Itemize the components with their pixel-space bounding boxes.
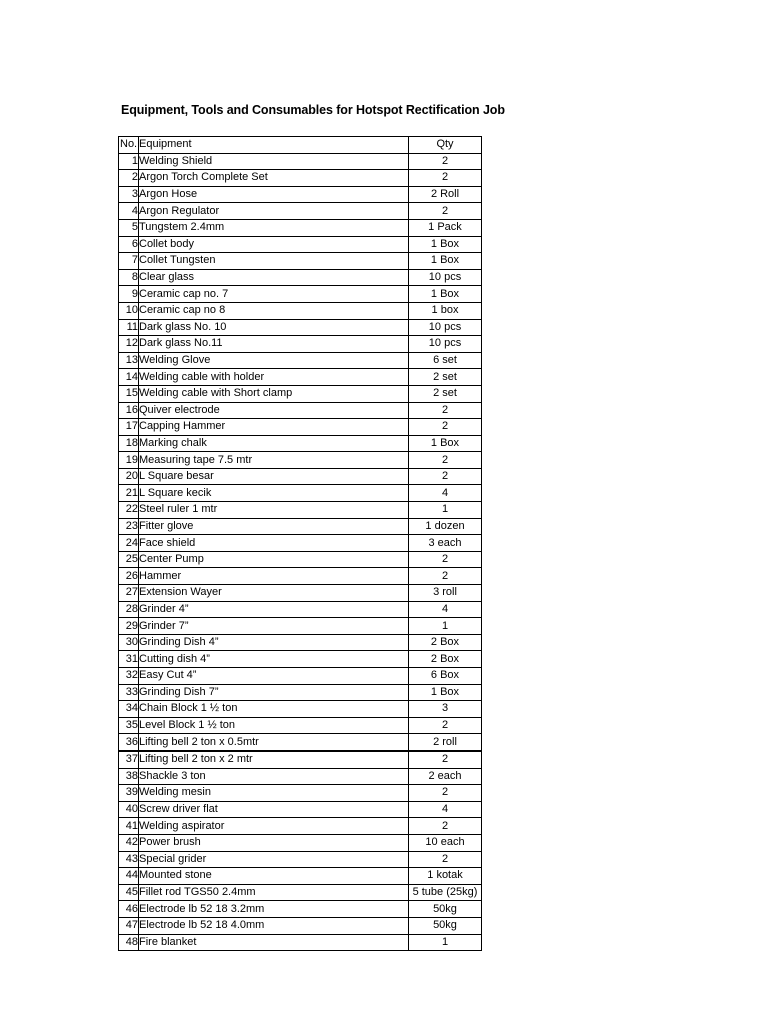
- table-row: [119, 551, 482, 568]
- cell-equipment: Special grider: [139, 851, 409, 868]
- cell-no: 30: [119, 634, 139, 651]
- equipment-table: [118, 136, 482, 951]
- table-row: [119, 818, 482, 835]
- cell-no: 27: [119, 585, 139, 602]
- cell-qty: 2: [409, 717, 482, 734]
- cell-qty: 2: [409, 452, 482, 469]
- cell-qty: 2 Box: [409, 651, 482, 668]
- table-row: [119, 468, 482, 485]
- cell-no: 10: [119, 302, 139, 319]
- cell-equipment: Power brush: [139, 834, 409, 851]
- cell-no: 17: [119, 419, 139, 436]
- cell-equipment: Argon Torch Complete Set: [139, 170, 409, 187]
- cell-no: 37: [119, 751, 139, 768]
- cell-qty: 2: [409, 203, 482, 220]
- cell-no: 9: [119, 286, 139, 303]
- table-row: [119, 768, 482, 785]
- header-qty: Qty: [409, 137, 482, 154]
- cell-no: 33: [119, 684, 139, 701]
- table-row: [119, 302, 482, 319]
- cell-qty: 6 set: [409, 352, 482, 369]
- table-row: [119, 186, 482, 203]
- cell-equipment: Electrode lb 52 18 4.0mm: [139, 917, 409, 934]
- table-row: [119, 651, 482, 668]
- cell-equipment: Welding Shield: [139, 153, 409, 170]
- cell-no: 16: [119, 402, 139, 419]
- cell-no: 29: [119, 618, 139, 635]
- cell-equipment: Hammer: [139, 568, 409, 585]
- cell-qty: 50kg: [409, 917, 482, 934]
- cell-qty: 2: [409, 153, 482, 170]
- cell-equipment: Screw driver flat: [139, 801, 409, 818]
- table-row: [119, 369, 482, 386]
- cell-no: 42: [119, 834, 139, 851]
- page-title: Equipment, Tools and Consumables for Hotspot Rectification Job: [121, 103, 505, 117]
- cell-no: 21: [119, 485, 139, 502]
- table-row: [119, 435, 482, 452]
- cell-no: 8: [119, 269, 139, 286]
- cell-no: 22: [119, 502, 139, 519]
- cell-equipment: Fitter glove: [139, 518, 409, 535]
- table-row: [119, 884, 482, 901]
- cell-qty: 10 pcs: [409, 319, 482, 336]
- table-row: [119, 868, 482, 885]
- cell-equipment: Welding cable with Short clamp: [139, 385, 409, 402]
- cell-equipment: Capping Hammer: [139, 419, 409, 436]
- cell-qty: 1 box: [409, 302, 482, 319]
- cell-equipment: Collet Tungsten: [139, 253, 409, 270]
- cell-no: 26: [119, 568, 139, 585]
- cell-qty: 1 Box: [409, 286, 482, 303]
- cell-equipment: Clear glass: [139, 269, 409, 286]
- cell-qty: 4: [409, 601, 482, 618]
- table-row: [119, 901, 482, 918]
- table-row: [119, 170, 482, 187]
- cell-qty: 2 Box: [409, 634, 482, 651]
- table-row: [119, 834, 482, 851]
- table-row: [119, 751, 482, 768]
- cell-no: 34: [119, 701, 139, 718]
- table-row: [119, 535, 482, 552]
- cell-equipment: Welding cable with holder: [139, 369, 409, 386]
- table-row: [119, 717, 482, 734]
- cell-equipment: Welding aspirator: [139, 818, 409, 835]
- cell-no: 15: [119, 385, 139, 402]
- cell-qty: 3 roll: [409, 585, 482, 602]
- cell-equipment: Measuring tape 7.5 mtr: [139, 452, 409, 469]
- cell-no: 36: [119, 734, 139, 751]
- cell-equipment: Argon Hose: [139, 186, 409, 203]
- table-row: [119, 618, 482, 635]
- cell-no: 2: [119, 170, 139, 187]
- cell-qty: 2: [409, 568, 482, 585]
- cell-equipment: Grinder 4”: [139, 601, 409, 618]
- cell-qty: 2: [409, 402, 482, 419]
- cell-no: 45: [119, 884, 139, 901]
- cell-no: 3: [119, 186, 139, 203]
- table-row: [119, 385, 482, 402]
- cell-qty: 6 Box: [409, 668, 482, 685]
- table-row: [119, 851, 482, 868]
- header-no: No.: [119, 137, 139, 154]
- table-row: [119, 419, 482, 436]
- cell-no: 48: [119, 934, 139, 951]
- table-row: [119, 684, 482, 701]
- cell-qty: 3: [409, 701, 482, 718]
- cell-qty: 4: [409, 485, 482, 502]
- cell-qty: 2 set: [409, 385, 482, 402]
- cell-qty: 1 kotak: [409, 868, 482, 885]
- table-row: [119, 402, 482, 419]
- cell-no: 44: [119, 868, 139, 885]
- table-row: [119, 518, 482, 535]
- table-row: [119, 319, 482, 336]
- cell-no: 13: [119, 352, 139, 369]
- table-row: [119, 634, 482, 651]
- table-row: [119, 734, 482, 751]
- cell-no: 25: [119, 551, 139, 568]
- cell-equipment: L Square kecik: [139, 485, 409, 502]
- table-row: [119, 286, 482, 303]
- cell-equipment: Easy Cut 4”: [139, 668, 409, 685]
- cell-qty: 2: [409, 419, 482, 436]
- cell-no: 46: [119, 901, 139, 918]
- cell-no: 12: [119, 336, 139, 353]
- cell-qty: 3 each: [409, 535, 482, 552]
- cell-no: 14: [119, 369, 139, 386]
- cell-equipment: Extension Wayer: [139, 585, 409, 602]
- cell-qty: 1 dozen: [409, 518, 482, 535]
- cell-no: 4: [119, 203, 139, 220]
- cell-qty: 4: [409, 801, 482, 818]
- cell-equipment: Face shield: [139, 535, 409, 552]
- table-row: [119, 801, 482, 818]
- cell-no: 18: [119, 435, 139, 452]
- cell-equipment: Fillet rod TGS50 2.4mm: [139, 884, 409, 901]
- cell-no: 31: [119, 651, 139, 668]
- cell-qty: 1 Box: [409, 435, 482, 452]
- table-row: [119, 153, 482, 170]
- cell-equipment: Electrode lb 52 18 3.2mm: [139, 901, 409, 918]
- cell-equipment: Ceramic cap no 8: [139, 302, 409, 319]
- cell-no: 1: [119, 153, 139, 170]
- cell-qty: 1 Box: [409, 253, 482, 270]
- cell-equipment: Tungstem 2.4mm: [139, 219, 409, 236]
- cell-equipment: Mounted stone: [139, 868, 409, 885]
- table-row: [119, 219, 482, 236]
- table-row: [119, 785, 482, 802]
- cell-qty: 2: [409, 551, 482, 568]
- cell-equipment: Center Pump: [139, 551, 409, 568]
- cell-qty: 2: [409, 851, 482, 868]
- cell-qty: 10 pcs: [409, 269, 482, 286]
- cell-qty: 1: [409, 502, 482, 519]
- cell-equipment: Argon Regulator: [139, 203, 409, 220]
- cell-qty: 1: [409, 618, 482, 635]
- cell-equipment: Lifting bell 2 ton x 2 mtr: [139, 751, 409, 768]
- table-row: [119, 917, 482, 934]
- table-row: [119, 701, 482, 718]
- cell-equipment: Marking chalk: [139, 435, 409, 452]
- cell-equipment: Dark glass No. 10: [139, 319, 409, 336]
- cell-no: 11: [119, 319, 139, 336]
- cell-equipment: L Square besar: [139, 468, 409, 485]
- cell-no: 7: [119, 253, 139, 270]
- cell-qty: 2: [409, 785, 482, 802]
- table-row: [119, 934, 482, 951]
- table-row: [119, 485, 482, 502]
- cell-no: 43: [119, 851, 139, 868]
- cell-equipment: Grinding Dish 4”: [139, 634, 409, 651]
- cell-no: 6: [119, 236, 139, 253]
- cell-no: 20: [119, 468, 139, 485]
- table-row: [119, 203, 482, 220]
- cell-equipment: Grinder 7”: [139, 618, 409, 635]
- cell-equipment: Welding mesin: [139, 785, 409, 802]
- table-row: [119, 253, 482, 270]
- cell-qty: 2 each: [409, 768, 482, 785]
- cell-qty: 2 set: [409, 369, 482, 386]
- cell-qty: 2: [409, 170, 482, 187]
- cell-equipment: Dark glass No.11: [139, 336, 409, 353]
- cell-no: 38: [119, 768, 139, 785]
- table-row: [119, 585, 482, 602]
- cell-qty: 1 Box: [409, 684, 482, 701]
- cell-no: 19: [119, 452, 139, 469]
- cell-no: 32: [119, 668, 139, 685]
- cell-no: 39: [119, 785, 139, 802]
- equipment-table-body: [119, 137, 482, 951]
- cell-qty: 2 roll: [409, 734, 482, 751]
- table-row: [119, 352, 482, 369]
- cell-no: 40: [119, 801, 139, 818]
- cell-equipment: Chain Block 1 ½ ton: [139, 701, 409, 718]
- cell-no: 5: [119, 219, 139, 236]
- table-row: [119, 601, 482, 618]
- cell-qty: 2: [409, 818, 482, 835]
- cell-equipment: Collet body: [139, 236, 409, 253]
- cell-no: 41: [119, 818, 139, 835]
- cell-qty: 10 each: [409, 834, 482, 851]
- cell-equipment: Welding Glove: [139, 352, 409, 369]
- cell-qty: 2: [409, 751, 482, 768]
- cell-equipment: Grinding Dish 7”: [139, 684, 409, 701]
- table-row: [119, 668, 482, 685]
- table-row: [119, 502, 482, 519]
- cell-equipment: Fire blanket: [139, 934, 409, 951]
- cell-no: 24: [119, 535, 139, 552]
- cell-equipment: Steel ruler 1 mtr: [139, 502, 409, 519]
- cell-equipment: Lifting bell 2 ton x 0.5mtr: [139, 734, 409, 751]
- cell-equipment: Ceramic cap no. 7: [139, 286, 409, 303]
- header-equipment: Equipment: [139, 137, 409, 154]
- cell-no: 23: [119, 518, 139, 535]
- cell-qty: 2 Roll: [409, 186, 482, 203]
- cell-qty: 2: [409, 468, 482, 485]
- table-row: [119, 269, 482, 286]
- cell-qty: 10 pcs: [409, 336, 482, 353]
- table-row: [119, 568, 482, 585]
- cell-qty: 1 Pack: [409, 219, 482, 236]
- cell-no: 47: [119, 917, 139, 934]
- cell-qty: 1: [409, 934, 482, 951]
- cell-equipment: Shackle 3 ton: [139, 768, 409, 785]
- cell-qty: 5 tube (25kg): [409, 884, 482, 901]
- table-header-row: [119, 137, 482, 154]
- table-row: [119, 336, 482, 353]
- cell-equipment: Quiver electrode: [139, 402, 409, 419]
- table-row: [119, 452, 482, 469]
- cell-equipment: Level Block 1 ½ ton: [139, 717, 409, 734]
- cell-qty: 50kg: [409, 901, 482, 918]
- table-row: [119, 236, 482, 253]
- cell-no: 28: [119, 601, 139, 618]
- cell-qty: 1 Box: [409, 236, 482, 253]
- cell-equipment: Cutting dish 4”: [139, 651, 409, 668]
- cell-no: 35: [119, 717, 139, 734]
